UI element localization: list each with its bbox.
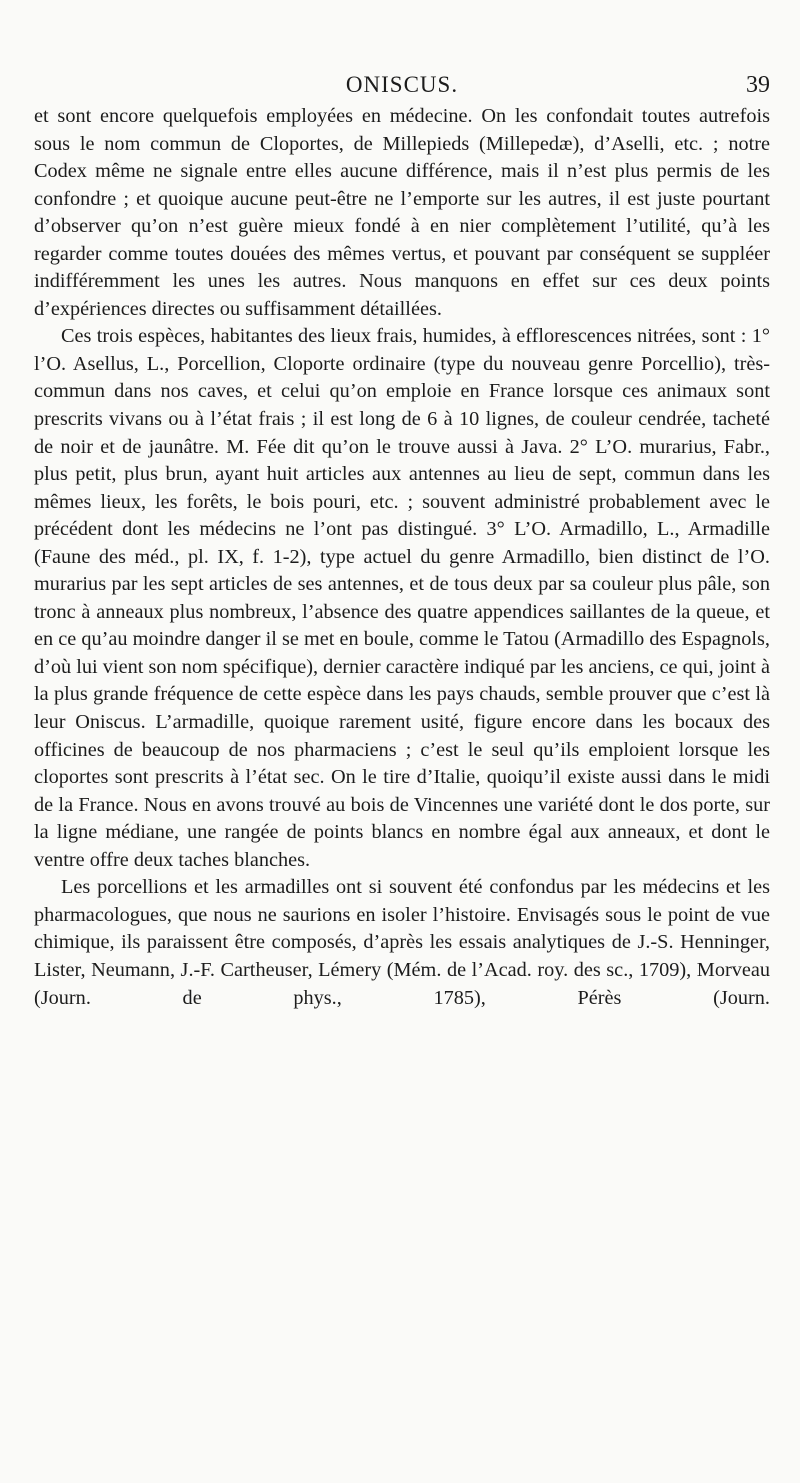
page-header [34, 72, 770, 102]
paragraph-continuation: et sont encore quelquefois employées en médecine. On les confondait toutes autrefois sous le nom commun de Cloportes, de Millepieds (Millepedæ), d’Aselli, etc. ; notre Codex même ne signale entre elles aucune différence, mais il n’est plus permis de les confondre ; et quoique aucune peut-être ne l’emporte sur les autres, il est juste pourtant d’observer qu’on n’est guère mieux fondé à en nier complètement l’utilité, qu’à les regarder comme toutes douées des mêmes vertus, et pouvant par conséquent se suppléer indifféremment les unes les autres. Nous manquons en effet sur ces deux points d’expériences directes ou suffisamment détaillées. [34, 105, 770, 320]
paragraph-species: Ces trois espèces, habitantes des lieux frais, humides, à efflorescences nitrées, sont : 1° l’O. Asellus, L., Porcellion, Cloporte ordinaire (type du nouveau genre Porcellio), très-commun dans nos caves, et celui qu’on emploie en France lorsque ces animaux sont prescrits vivans ou à l’état frais ; il est long de 6 à 10 lignes, de couleur cendrée, tacheté de noir et de jaunâtre. M. Fée dit qu’on le trouve aussi à Java. 2° L’O. murarius, Fabr., plus petit, plus brun, ayant huit articles aux antennes au lieu de sept, commun dans les mêmes lieux, les forêts, le bois pouri, etc. ; souvent administré probablement avec le précédent dont les médecins ne l’ont pas distingué. 3° L’O. Armadillo, L., Armadille (Faune des méd., pl. IX, f. 1-2), type actuel du genre Armadillo, bien distinct de l’O. murarius par les sept articles de ses antennes, et de tous deux par sa couleur plus pâle, son tronc à anneaux plus nombreux, l’absence des quatre appendices saillantes de la queue, et en ce qu’au moindre danger il se met en boule, comme le Tatou (Armadillo des Espagnols, d’où lui vient son nom spécifique), dernier caractère indiqué par les anciens, ce qui, joint à la plus grande fréquence de cette espèce dans les pays chauds, semble prouver que c’est là leur Oniscus. L’armadille, quoique rarement usité, figure encore dans les bocaux des officines de beaucoup de nos pharmaciens ; c’est le seul qu’ils emploient lorsque les cloportes sont prescrits à l’état sec. On le tire d’Italie, quoiqu’il existe aussi dans le midi de la France. Nous en avons trouvé au bois de Vincennes une variété dont le dos porte, sur la ligne médiane, une rangée de points blancs en nombre égal aux anneaux, et dont le ventre offre deux taches blanches. [34, 325, 770, 871]
body-text [34, 103, 770, 1012]
paragraph-chemistry: Les porcellions et les armadilles ont si souvent été confondus par les médecins et les pharmacologues, que nous ne saurions en isoler l’histoire. Envisagés sous le point de vue chimique, ils paraissent être composés, d’après les essais analytiques de J.-S. Henninger, Lister, Neumann, J.-F. Cartheuser, Lémery (Mém. de l’Acad. roy. des sc., 1709), Morveau (Journ. de phys., 1785), Pérès (Journ. [34, 876, 770, 1009]
page-number: 39 [746, 72, 770, 98]
running-title: ONISCUS. [345, 72, 459, 97]
